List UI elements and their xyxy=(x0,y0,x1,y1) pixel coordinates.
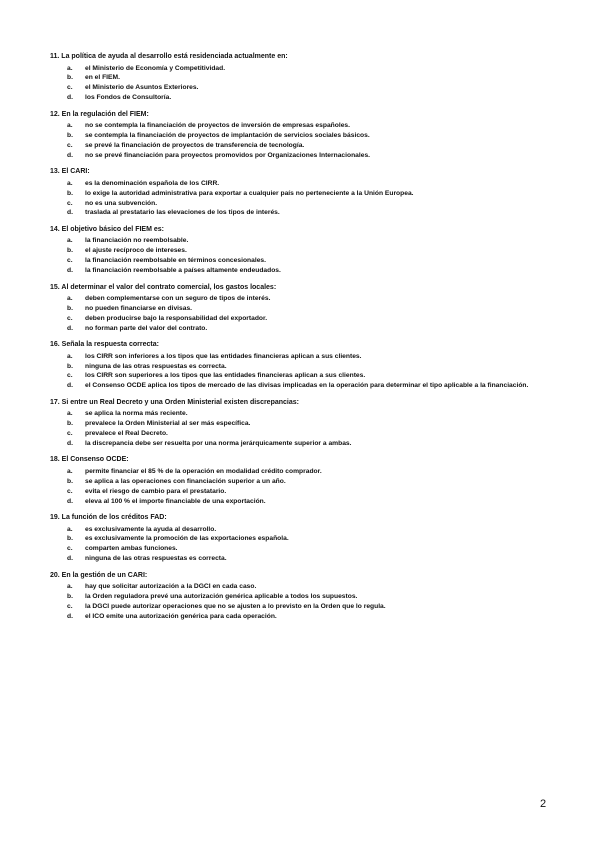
option-text: no se prevé financiación para proyectos promovidos por Organizaciones Internacionales. xyxy=(85,151,371,159)
option-letter: c. xyxy=(67,372,73,380)
option-b xyxy=(50,189,550,199)
option-text: la Orden reguladora prevé una autorización genérica aplicable a todos los supuestos. xyxy=(85,593,358,601)
option-d xyxy=(50,439,550,449)
option-text: es la denominación española de los CIRR. xyxy=(85,179,220,187)
option-a xyxy=(50,352,550,362)
question-18 xyxy=(50,455,550,506)
option-text: la financiación no reembolsable. xyxy=(85,237,189,245)
option-c xyxy=(50,141,550,151)
option-letter: c. xyxy=(67,199,73,207)
option-text: no es una subvención. xyxy=(85,199,158,207)
option-a xyxy=(50,525,550,535)
option-letter: b. xyxy=(67,420,73,428)
option-letter: d. xyxy=(67,439,73,447)
option-text: comparten ambas funciones. xyxy=(85,545,178,553)
option-text: es exclusivamente la ayuda al desarrollo. xyxy=(85,525,217,533)
option-c xyxy=(50,371,550,381)
option-c xyxy=(50,602,550,612)
option-letter: a. xyxy=(67,122,73,130)
option-letter: d. xyxy=(67,382,73,390)
option-b xyxy=(50,73,550,83)
option-d xyxy=(50,266,550,276)
option-d xyxy=(50,151,550,161)
option-text: el ICO emite una autorización genérica para cada operación. xyxy=(85,612,277,620)
option-d xyxy=(50,612,550,622)
option-b xyxy=(50,246,550,256)
option-text: no se contempla la financiación de proyectos de inversión de empresas españoles. xyxy=(85,122,350,130)
option-text: es exclusivamente la promoción de las exportaciones española. xyxy=(85,535,289,543)
option-text: el Ministerio de Asuntos Exteriores. xyxy=(85,84,199,92)
question-title: 14. El objetivo básico del FIEM es: xyxy=(50,225,164,233)
option-a xyxy=(50,236,550,246)
option-text: se aplica la norma más reciente. xyxy=(85,410,188,418)
option-letter: c. xyxy=(67,84,73,92)
option-letter: a. xyxy=(67,525,73,533)
option-text: los Fondos de Consultoría. xyxy=(85,94,172,102)
option-text: deben complementarse con un seguro de tipos de interés. xyxy=(85,295,271,302)
question-title: 13. El CARI: xyxy=(50,168,90,176)
option-text: el ajuste recíproco de intereses. xyxy=(85,247,187,255)
question-title: 17. Si entre un Real Decreto y una Orden Ministerial existen discrepancias: xyxy=(50,398,299,406)
option-letter: d. xyxy=(67,497,73,505)
option-c xyxy=(50,544,550,554)
option-letter: b. xyxy=(67,247,73,255)
option-letter: b. xyxy=(67,304,73,312)
option-text: la financiación reembolsable a países altamente endeudados. xyxy=(85,267,281,275)
option-d xyxy=(50,208,550,218)
option-letter: c. xyxy=(67,430,73,438)
option-text: deben producirse bajo la responsabilidad del exportador. xyxy=(85,314,268,322)
question-19 xyxy=(50,513,550,564)
option-letter: d. xyxy=(67,209,73,217)
option-a xyxy=(50,409,550,419)
option-text: hay que solicitar autorización a la DGCI en cada caso. xyxy=(85,583,257,591)
option-text: se contempla la financiación de proyectos de implantación de servicios sociales básicos. xyxy=(85,132,370,140)
question-20 xyxy=(50,571,550,622)
question-12 xyxy=(50,110,550,161)
option-c xyxy=(50,487,550,497)
option-text: prevalece el Real Decreto. xyxy=(85,430,168,438)
option-b xyxy=(50,477,550,487)
option-letter: a. xyxy=(67,410,73,418)
option-d xyxy=(50,554,550,564)
question-13 xyxy=(50,167,550,218)
option-text: ninguna de las otras respuestas es correcta. xyxy=(85,362,227,370)
option-text: ninguna de las otras respuestas es correcta. xyxy=(85,555,227,563)
option-letter: b. xyxy=(67,362,73,370)
option-b xyxy=(50,131,550,141)
option-letter: d. xyxy=(67,324,73,332)
option-a xyxy=(50,582,550,592)
page-number: 2 xyxy=(540,798,547,810)
question-11 xyxy=(50,52,550,103)
option-letter: c. xyxy=(67,141,73,149)
option-letter: c. xyxy=(67,487,73,495)
option-text: eleva al 100 % el importe financiable de una exportación. xyxy=(85,497,266,505)
option-letter: b. xyxy=(67,74,73,82)
option-text: no pueden financiarse en divisas. xyxy=(85,304,193,312)
question-16 xyxy=(50,340,550,391)
option-a xyxy=(50,64,550,74)
option-b xyxy=(50,419,550,429)
option-a xyxy=(50,179,550,189)
question-title: 16. Señala la respuesta correcta: xyxy=(50,341,159,349)
option-letter: a. xyxy=(67,64,73,72)
option-letter: d. xyxy=(67,267,73,275)
option-text: el Ministerio de Economía y Competitividad. xyxy=(85,64,226,72)
question-title: 18. El Consenso OCDE: xyxy=(50,456,129,464)
question-17 xyxy=(50,398,550,449)
option-text: se prevé la financiación de proyectos de transferencia de tecnología. xyxy=(85,141,305,149)
option-text: la discrepancia debe ser resuelta por una norma jerárquicamente superior a ambas. xyxy=(85,439,352,447)
option-letter: c. xyxy=(67,545,73,553)
option-text: no forman parte del valor del contrato. xyxy=(85,324,208,332)
option-letter: b. xyxy=(67,535,73,543)
option-b xyxy=(50,362,550,372)
question-list xyxy=(50,52,550,628)
option-text: la financiación reembolsable en términos concesionales. xyxy=(85,257,266,265)
option-d xyxy=(50,381,550,391)
option-text: permite financiar el 85 % de la operación en modalidad crédito comprador. xyxy=(85,467,322,475)
option-a xyxy=(50,467,550,477)
question-title: 19. La función de los créditos FAD: xyxy=(50,514,167,521)
option-letter: a. xyxy=(67,179,73,187)
option-letter: c. xyxy=(67,257,73,265)
option-letter: d. xyxy=(67,612,73,620)
option-c xyxy=(50,429,550,439)
option-letter: b. xyxy=(67,477,73,485)
option-letter: d. xyxy=(67,151,73,159)
option-text: prevalece la Orden Ministerial al ser más específica. xyxy=(85,420,251,428)
option-text: el Consenso OCDE aplica los tipos de mercado de las divisas implicadas en la operación para determinar el tipo aplicable a la financiación. xyxy=(85,382,529,390)
option-letter: c. xyxy=(67,314,73,322)
option-letter: a. xyxy=(67,583,73,591)
question-title: 12. En la regulación del FIEM: xyxy=(50,110,149,118)
option-c xyxy=(50,199,550,209)
option-text: lo exige la autoridad administrativa para exportar a cualquier país no perteneciente a la Unión Europea. xyxy=(85,189,414,197)
option-letter: a. xyxy=(67,237,73,245)
question-title: 15. Al determinar el valor del contrato comercial, los gastos locales: xyxy=(50,283,277,291)
option-letter: a. xyxy=(67,295,73,302)
option-text: evita el riesgo de cambio para el prestatario. xyxy=(85,487,227,495)
option-c xyxy=(50,314,550,324)
question-15 xyxy=(50,283,550,334)
option-b xyxy=(50,534,550,544)
option-letter: d. xyxy=(67,555,73,563)
option-d xyxy=(50,93,550,103)
option-letter: b. xyxy=(67,593,73,601)
option-a xyxy=(50,294,550,304)
option-letter: a. xyxy=(67,467,73,475)
question-14 xyxy=(50,225,550,276)
option-text: traslada al prestatario las elevaciones de los tipos de interés. xyxy=(85,209,280,217)
option-letter: c. xyxy=(67,602,73,610)
option-text: la DGCI puede autorizar operaciones que no se ajusten a lo previsto en la Orden que lo regula. xyxy=(85,602,386,610)
option-b xyxy=(50,592,550,602)
option-letter: a. xyxy=(67,352,73,360)
option-text: los CIRR son superiores a los tipos que las entidades financieras aplican a sus clientes. xyxy=(85,372,366,380)
option-b xyxy=(50,304,550,314)
question-title: 20. En la gestión de un CARI: xyxy=(50,571,148,579)
option-text: en el FIEM. xyxy=(85,74,120,82)
question-title: 11. La política de ayuda al desarrollo está residenciada actualmente en: xyxy=(50,53,288,60)
option-d xyxy=(50,497,550,507)
option-a xyxy=(50,121,550,131)
option-c xyxy=(50,256,550,266)
option-letter: d. xyxy=(67,94,73,102)
option-text: los CIRR son inferiores a los tipos que las entidades financieras aplican a sus clientes. xyxy=(85,352,362,360)
option-letter: b. xyxy=(67,189,73,197)
option-letter: b. xyxy=(67,132,73,140)
option-c xyxy=(50,83,550,93)
option-text: se aplica a las operaciones con financiación superior a un año. xyxy=(85,477,286,485)
option-d xyxy=(50,324,550,334)
